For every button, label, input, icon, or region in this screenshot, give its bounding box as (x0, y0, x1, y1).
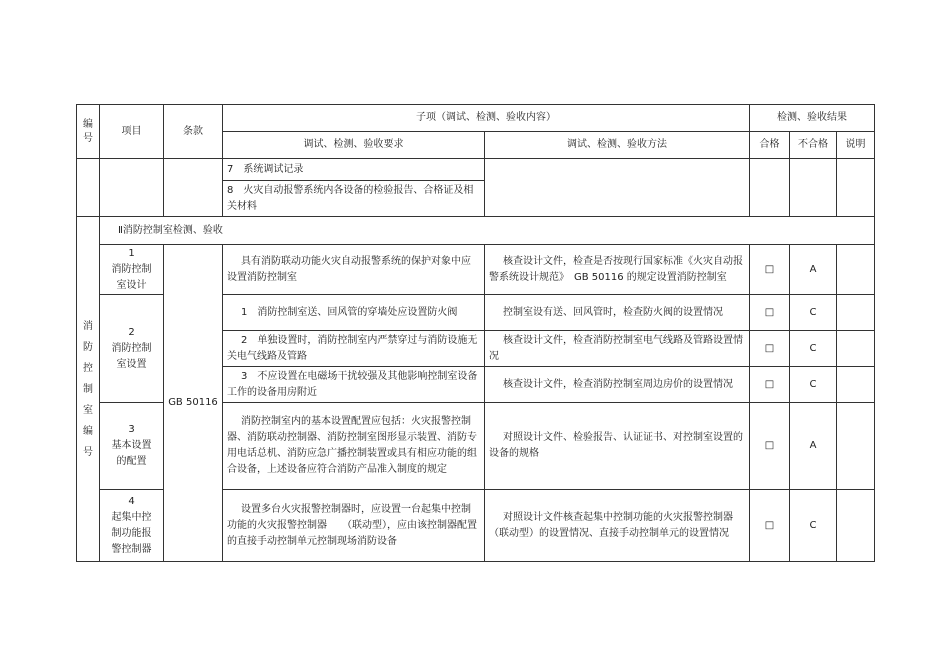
note-2-3 (837, 367, 875, 403)
grade-4: C (790, 490, 837, 562)
item-1: 1 消防控制 室设计 (100, 245, 164, 295)
carry-item-cell (100, 159, 164, 217)
method-1: 核查设计文件，检查是否按现行国家标准《火灾自动报警系统设计规范》 GB 50116 的规定设置消防控制室 (485, 245, 750, 295)
note-2-1 (837, 295, 875, 331)
requirement-4: 设置多台火灾报警控制器时，应设置一台起集中控制功能的火灾报警控制器 （联动型），应由该控制器配置的直接手动控制单元控制现场消防设备 (223, 490, 485, 562)
header-requirement: 调试、检测、验收要求 (223, 132, 485, 159)
header-no (77, 105, 100, 159)
check-2-1[interactable]: □ (750, 295, 790, 331)
method-4: 对照设计文件核查起集中控制功能的火灾报警控制器（联动型）的设置情况、直接手动控制单元的设置情况 (485, 490, 750, 562)
requirement-2-2: 2 单独设置时，消防控制室内严禁穿过与消防设施无关电气线路及管路 (223, 331, 485, 367)
carry-row-8: 8 火灾自动报警系统内各设备的检验报告、合格证及相关材料 (223, 181, 485, 217)
check-4[interactable]: □ (750, 490, 790, 562)
header-pass: 合格 (750, 132, 790, 159)
requirement-1: 具有消防联动功能火灾自动报警系统的保护对象中应设置消防控制室 (223, 245, 485, 295)
method-2-2: 核查设计文件，检查消防控制室电气线路及管路设置情况 (485, 331, 750, 367)
note-2-2 (837, 331, 875, 367)
header-item: 项目 (100, 105, 164, 159)
item-2: 2 消防控制 室设置 (100, 295, 164, 403)
carry-method-cell (485, 159, 750, 217)
section-title: Ⅱ消防控制室检测、验收 (100, 217, 875, 245)
header-method: 调试、检测、验收方法 (485, 132, 750, 159)
grade-2-3: C (790, 367, 837, 403)
note-3 (837, 403, 875, 490)
clause-gb50116: GB 50116 (164, 245, 223, 562)
acceptance-table (76, 104, 875, 562)
requirement-2-3: 3 不应设置在电磁场干扰较强及其他影响控制室设备工作的设备用房附近 (223, 367, 485, 403)
header-subitem: 子项（调试、检测、验收内容） (223, 105, 750, 132)
requirement-3: 消防控制室内的基本设置配置应包括：火灾报警控制器、消防联动控制器、消防控制室图形显示装置、消防专用电话总机、消防应急广播控制装置或具有相应功能的组合设备，上述设备应符合消防产品准入制度的规定 (223, 403, 485, 490)
check-2-3[interactable]: □ (750, 367, 790, 403)
carry-no-cell (77, 159, 100, 217)
section-side-label (77, 217, 100, 562)
note-1 (837, 245, 875, 295)
check-3[interactable]: □ (750, 403, 790, 490)
carry-note-cell (837, 159, 875, 217)
section-side-label-text: 消防控制室编号 (83, 320, 93, 458)
grade-1: A (790, 245, 837, 295)
carry-pass-cell (750, 159, 790, 217)
item-4: 4 起集中控 制功能报 警控制器 (100, 490, 164, 562)
carry-fail-cell (790, 159, 837, 217)
check-2-2[interactable]: □ (750, 331, 790, 367)
item-3: 3 基本设置 的配置 (100, 403, 164, 490)
header-clause: 条款 (164, 105, 223, 159)
note-4 (837, 490, 875, 562)
check-1[interactable]: □ (750, 245, 790, 295)
carry-clause-cell (164, 159, 223, 217)
method-2-3: 核查设计文件，检查消防控制室周边房价的设置情况 (485, 367, 750, 403)
grade-2-2: C (790, 331, 837, 367)
grade-2-1: C (790, 295, 837, 331)
requirement-2-1: 1 消防控制室送、回风管的穿墙处应设置防火阀 (223, 295, 485, 331)
carry-row-7: 7 系统调试记录 (223, 159, 485, 181)
header-no-text: 编号 (83, 118, 93, 144)
header-result: 检测、验收结果 (750, 105, 875, 132)
grade-3: A (790, 403, 837, 490)
method-3: 对照设计文件、检验报告、认证证书、对控制室设置的设备的规格 (485, 403, 750, 490)
method-2-1: 控制室设有送、回风管时，检查防火阀的设置情况 (485, 295, 750, 331)
header-fail: 不合格 (790, 132, 837, 159)
header-note: 说明 (837, 132, 875, 159)
